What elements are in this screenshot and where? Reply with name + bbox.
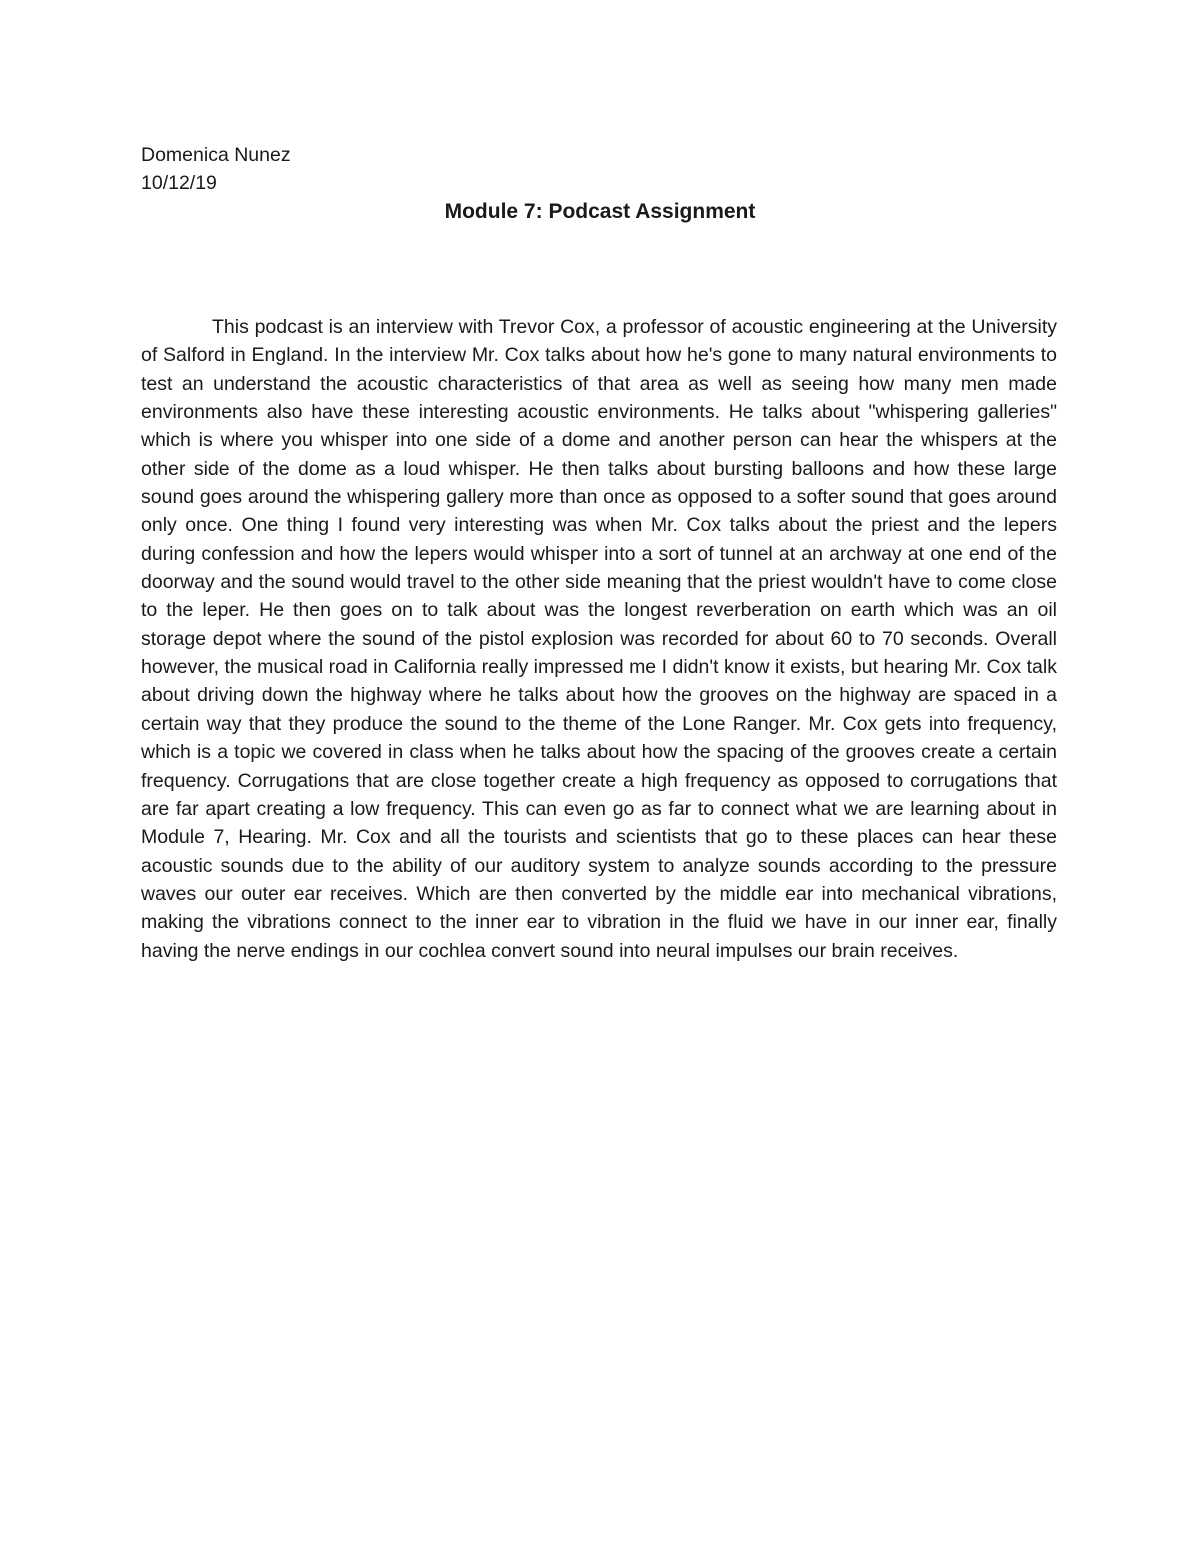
document-date: 10/12/19	[141, 172, 217, 194]
document-title: Module 7: Podcast Assignment	[444, 200, 756, 223]
body-paragraph: This podcast is an interview with Trevor Cox, a professor of acoustic engineering at the University of Salford in England. In the interview Mr. Cox talks about how he's gone to many natural environments to test an understand the acoustic characteristics of that area as well as seeing how many men made environments also have these interesting acoustic environments. He talks about "whispering galleries" which is where you whisper into one side of a dome and another person can hear the whispers at the other side of the dome as a loud whisper. He then talks about bursting balloons and how these large sound goes around the whispering gallery more than once as opposed to a softer sound that goes around only once. One thing I found very interesting was when Mr. Cox talks about the priest and the lepers during confession and how the lepers would whisper into a sort of tunnel at an archway at one end of the doorway and the sound would travel to the other side meaning that the priest wouldn't have to come close to the leper. He then goes on to talk about was the longest reverberation on earth which was an oil storage depot where the sound of the pistol explosion was recorded for about 60 to 70 seconds. Overall however, the musical road in California really impressed me I didn't know it exists, but hearing Mr. Cox talk about driving down the highway where he talks about how the grooves on the highway are spaced in a certain way that they produce the sound to the theme of the Lone Ranger. Mr. Cox gets into frequency, which is a topic we covered in class when he talks about how the spacing of the grooves create a certain frequency. Corrugations that are close together create a high frequency as opposed to corrugations that are far apart creating a low frequency. This can even go as far to connect what we are learning about in Module 7, Hearing. Mr. Cox and all the tourists and scientists that go to these places can hear these acoustic sounds due to the ability of our auditory system to analyze sounds according to the pressure waves our outer ear receives. Which are then converted by the middle ear into mechanical vibrations, making the vibrations connect to the inner ear to vibration in the fluid we have in our inner ear, finally having the nerve endings in our cochlea convert sound into neural impulses our brain receives.	[141, 316, 1057, 962]
document-header	[141, 141, 291, 197]
author-name: Domenica Nunez	[141, 144, 291, 166]
